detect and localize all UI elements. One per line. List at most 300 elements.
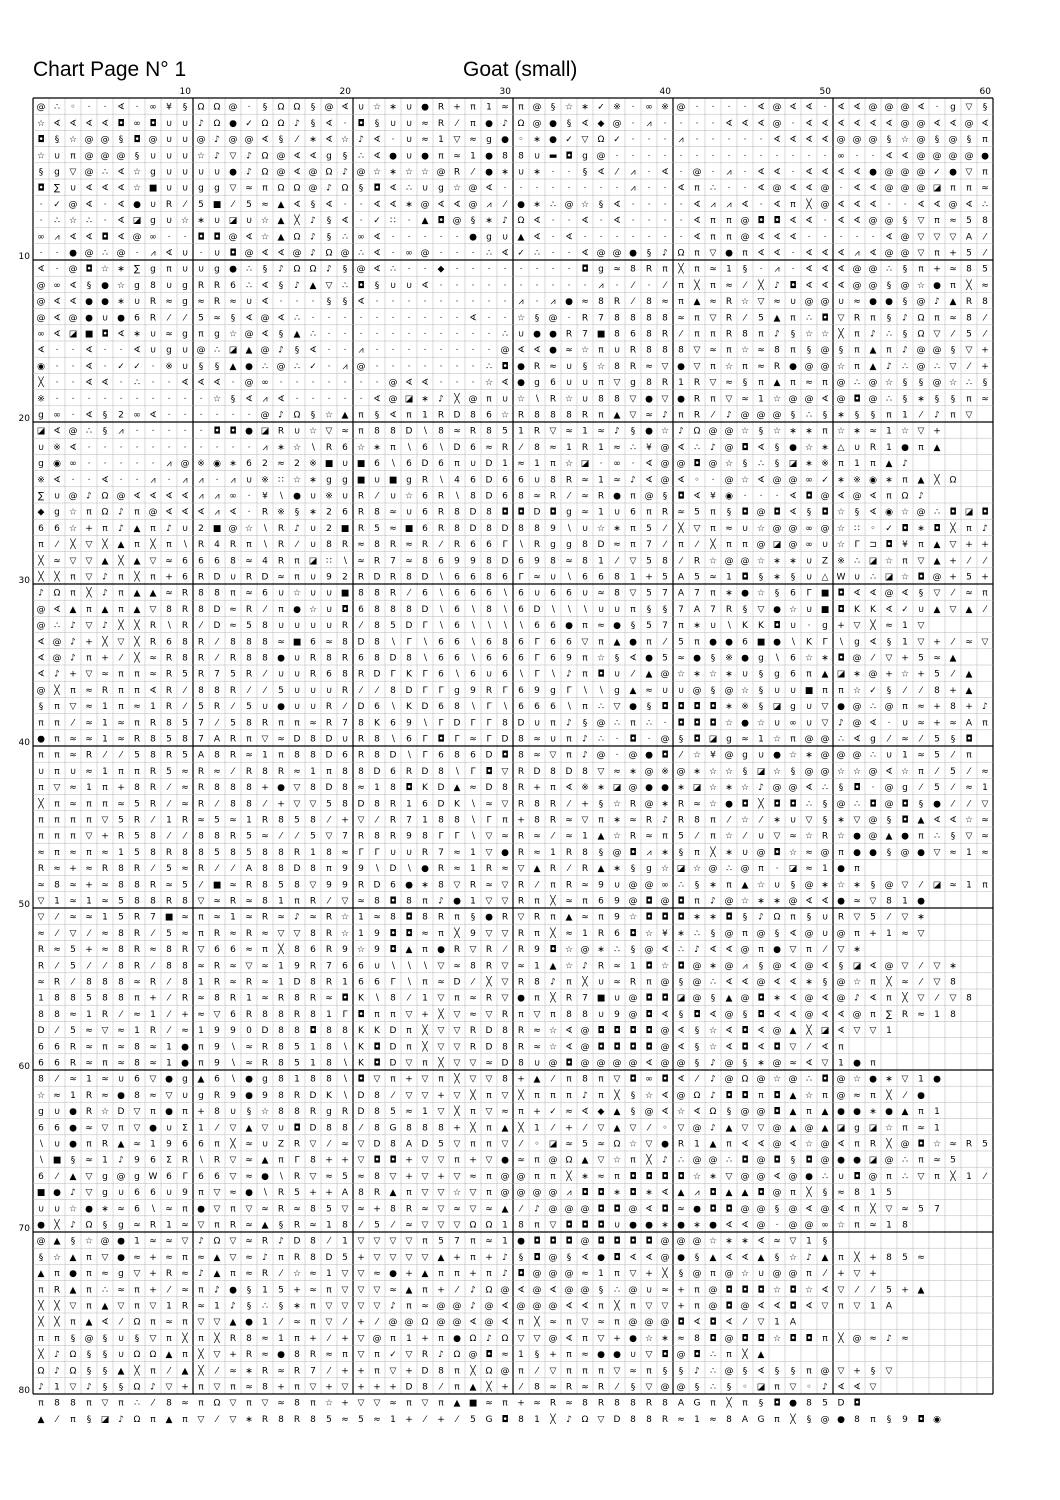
stitch-symbol: ⩘ bbox=[54, 232, 60, 243]
stitch-symbol: g bbox=[614, 685, 620, 696]
stitch-symbol: ∢ bbox=[693, 216, 701, 227]
stitch-symbol: ♪ bbox=[102, 621, 108, 632]
stitch-symbol: R bbox=[517, 1042, 525, 1053]
stitch-symbol: ▽ bbox=[757, 1123, 765, 1134]
stitch-symbol: π bbox=[54, 799, 60, 810]
stitch-symbol: @ bbox=[532, 1301, 542, 1312]
stitch-symbol: ⁄ bbox=[616, 1382, 618, 1393]
stitch-symbol: @ bbox=[356, 264, 366, 275]
stitch-symbol: ▲ bbox=[69, 604, 77, 615]
stitch-symbol: · bbox=[183, 410, 187, 421]
stitch-symbol: π bbox=[790, 734, 796, 745]
stitch-symbol: ⁄ bbox=[56, 540, 58, 551]
stitch-symbol: R bbox=[437, 864, 445, 875]
stitch-symbol: ≈ bbox=[293, 766, 301, 777]
stitch-symbol: ⁄ bbox=[696, 1074, 698, 1085]
stitch-symbol: 1 bbox=[134, 1026, 140, 1037]
stitch-symbol: · bbox=[487, 329, 491, 340]
stitch-symbol: R bbox=[229, 831, 237, 842]
stitch-symbol: R bbox=[661, 378, 669, 389]
stitch-symbol: R bbox=[421, 540, 429, 551]
stitch-symbol: ≈ bbox=[405, 540, 413, 551]
stitch-symbol: ♪ bbox=[982, 702, 988, 713]
stitch-symbol: ∴ bbox=[102, 248, 108, 259]
stitch-symbol: R bbox=[197, 280, 205, 291]
stitch-symbol: ≈ bbox=[613, 442, 621, 453]
stitch-symbol: @ bbox=[740, 556, 750, 567]
stitch-symbol: π bbox=[566, 1366, 572, 1377]
stitch-symbol: ∢ bbox=[485, 183, 493, 194]
stitch-symbol: 8 bbox=[582, 1009, 588, 1020]
stitch-symbol: · bbox=[55, 378, 59, 389]
stitch-symbol: 8 bbox=[614, 572, 620, 583]
stitch-symbol: 1 bbox=[54, 896, 60, 907]
stitch-symbol: ∪ bbox=[197, 167, 205, 178]
stitch-symbol: π bbox=[86, 1398, 92, 1409]
stitch-symbol: 1 bbox=[934, 1123, 940, 1134]
stitch-symbol: π bbox=[742, 361, 748, 372]
stitch-symbol: ∪ bbox=[757, 1269, 765, 1280]
stitch-symbol: ▽ bbox=[469, 1074, 477, 1085]
stitch-symbol: π bbox=[374, 1350, 380, 1361]
stitch-symbol: 8 bbox=[374, 1123, 380, 1134]
stitch-symbol: ∖ bbox=[374, 864, 380, 875]
stitch-symbol: ◘ bbox=[981, 507, 989, 518]
stitch-symbol: π bbox=[854, 361, 860, 372]
stitch-symbol: π bbox=[182, 1204, 188, 1215]
stitch-symbol: ∢ bbox=[853, 102, 861, 113]
stitch-symbol: ∗ bbox=[245, 1366, 253, 1377]
stitch-symbol: π bbox=[838, 847, 844, 858]
stitch-symbol: ▽ bbox=[437, 1155, 445, 1166]
stitch-symbol: g bbox=[902, 783, 908, 794]
stitch-symbol: @ bbox=[436, 1317, 446, 1328]
stitch-symbol: § bbox=[70, 1155, 76, 1166]
stitch-symbol: ∪ bbox=[533, 718, 541, 729]
stitch-symbol: ⩘ bbox=[150, 475, 156, 486]
stitch-symbol: ∢ bbox=[501, 1317, 509, 1328]
stitch-symbol: ■ bbox=[340, 523, 350, 534]
stitch-symbol: ♪ bbox=[118, 507, 124, 518]
stitch-symbol: + bbox=[533, 783, 541, 794]
stitch-symbol: 1 bbox=[102, 1155, 108, 1166]
stitch-symbol: @ bbox=[820, 766, 830, 777]
stitch-symbol: ☆ bbox=[372, 102, 382, 113]
stitch-symbol: · bbox=[103, 199, 107, 210]
stitch-symbol: 1 bbox=[582, 928, 588, 939]
stitch-symbol: ● bbox=[597, 1350, 605, 1361]
stitch-symbol: ● bbox=[453, 1333, 461, 1344]
stitch-symbol: g bbox=[102, 1188, 108, 1199]
stitch-symbol: ≈ bbox=[117, 1058, 125, 1069]
stitch-symbol: π bbox=[118, 1398, 124, 1409]
stitch-symbol: ⁄ bbox=[904, 685, 906, 696]
stitch-symbol: ◘ bbox=[501, 507, 509, 518]
stitch-symbol: π bbox=[294, 718, 300, 729]
stitch-symbol: · bbox=[695, 135, 699, 146]
stitch-symbol: Ω bbox=[133, 1414, 141, 1425]
stitch-symbol: D bbox=[293, 977, 301, 988]
stitch-symbol: Ω bbox=[453, 1350, 461, 1361]
stitch-symbol: D bbox=[373, 669, 381, 680]
stitch-symbol: ∢ bbox=[869, 118, 877, 129]
stitch-symbol: ♪ bbox=[310, 248, 316, 259]
stitch-symbol: ◘ bbox=[693, 1350, 701, 1361]
stitch-symbol: ╳ bbox=[54, 685, 60, 696]
stitch-symbol: ▽ bbox=[501, 1090, 509, 1101]
stitch-symbol: R bbox=[261, 1042, 269, 1053]
stitch-symbol: ∖ bbox=[278, 1171, 284, 1182]
stitch-symbol: ☆ bbox=[756, 523, 766, 534]
stitch-symbol: § bbox=[822, 977, 828, 988]
stitch-symbol: 8 bbox=[598, 394, 604, 405]
stitch-symbol: ≈ bbox=[37, 880, 45, 891]
stitch-symbol: π bbox=[710, 831, 716, 842]
stitch-symbol: ∢ bbox=[213, 378, 221, 389]
stitch-symbol: A bbox=[789, 1317, 797, 1328]
stitch-symbol: ╳ bbox=[902, 993, 908, 1004]
stitch-symbol: R bbox=[245, 604, 253, 615]
stitch-symbol: @ bbox=[820, 345, 830, 356]
stitch-symbol: π bbox=[550, 912, 556, 923]
stitch-symbol: ∢ bbox=[181, 378, 189, 389]
stitch-symbol: ≈ bbox=[565, 1139, 573, 1150]
stitch-symbol: ∴ bbox=[806, 313, 812, 324]
stitch-symbol: ≈ bbox=[901, 1204, 909, 1215]
stitch-symbol: § bbox=[870, 880, 876, 891]
stitch-symbol: ≈ bbox=[565, 831, 573, 842]
stitch-symbol: @ bbox=[548, 1058, 558, 1069]
stitch-symbol: ◘ bbox=[309, 1026, 317, 1037]
stitch-symbol: K bbox=[454, 799, 460, 810]
stitch-symbol: · bbox=[167, 378, 171, 389]
stitch-symbol: ≈ bbox=[181, 783, 189, 794]
stitch-symbol: @ bbox=[756, 1171, 766, 1182]
stitch-symbol: · bbox=[135, 475, 139, 486]
stitch-symbol: G bbox=[485, 1414, 493, 1425]
stitch-symbol: R bbox=[389, 540, 397, 551]
stitch-symbol: 8 bbox=[902, 1220, 908, 1231]
stitch-symbol: + bbox=[357, 1366, 365, 1377]
stitch-symbol: ☆ bbox=[836, 507, 846, 518]
stitch-symbol: ☆ bbox=[628, 912, 638, 923]
stitch-symbol: 8 bbox=[406, 604, 412, 615]
stitch-symbol: 1 bbox=[102, 766, 108, 777]
stitch-symbol: R bbox=[517, 977, 525, 988]
stitch-symbol: · bbox=[311, 394, 315, 405]
stitch-symbol: ≈ bbox=[725, 280, 733, 291]
stitch-symbol: ▲ bbox=[37, 1269, 45, 1280]
stitch-symbol: ▽ bbox=[309, 880, 317, 891]
stitch-symbol: ¥ bbox=[262, 491, 268, 502]
stitch-symbol: 8 bbox=[150, 280, 156, 291]
stitch-symbol: · bbox=[519, 183, 523, 194]
stitch-symbol: ╳ bbox=[550, 896, 556, 907]
stitch-symbol: 5 bbox=[326, 1414, 332, 1425]
stitch-symbol: π bbox=[406, 1398, 412, 1409]
stitch-symbol: R bbox=[133, 815, 141, 826]
stitch-symbol: ∢ bbox=[373, 151, 381, 162]
stitch-symbol: ☆ bbox=[708, 1236, 718, 1247]
stitch-symbol: ▽ bbox=[229, 1155, 237, 1166]
stitch-symbol: R bbox=[965, 1139, 973, 1150]
stitch-symbol: R bbox=[85, 750, 93, 761]
stitch-symbol: R bbox=[149, 637, 157, 648]
stitch-symbol: ☆ bbox=[676, 1107, 686, 1118]
stitch-symbol: ▽ bbox=[709, 313, 717, 324]
stitch-symbol: ∖ bbox=[550, 604, 556, 615]
stitch-symbol: ▽ bbox=[469, 945, 477, 956]
stitch-symbol: ▽ bbox=[117, 637, 125, 648]
stitch-symbol: 8 bbox=[502, 783, 508, 794]
stitch-symbol: ◆ bbox=[437, 264, 445, 275]
stitch-symbol: ∢ bbox=[693, 232, 701, 243]
stitch-symbol: 8 bbox=[662, 1398, 668, 1409]
stitch-symbol: ♪ bbox=[566, 718, 572, 729]
stitch-symbol: ≈ bbox=[565, 1107, 573, 1118]
stitch-symbol: ≈ bbox=[645, 410, 653, 421]
stitch-symbol: ▽ bbox=[69, 1301, 77, 1312]
stitch-symbol: ∗ bbox=[533, 135, 541, 146]
stitch-symbol: + bbox=[277, 799, 285, 810]
stitch-symbol: ≈ bbox=[917, 750, 925, 761]
stitch-symbol: π bbox=[710, 361, 716, 372]
stitch-symbol: R bbox=[629, 345, 637, 356]
stitch-symbol: ⁄ bbox=[760, 815, 762, 826]
stitch-symbol: 6 bbox=[342, 507, 348, 518]
stitch-symbol: @ bbox=[196, 135, 206, 146]
stitch-symbol: ≈ bbox=[421, 1301, 429, 1312]
stitch-symbol: @ bbox=[884, 799, 894, 810]
stitch-symbol: ▲ bbox=[821, 1252, 829, 1263]
stitch-symbol: R bbox=[549, 394, 557, 405]
stitch-symbol: R bbox=[581, 313, 589, 324]
stitch-symbol: 1 bbox=[534, 459, 540, 470]
stitch-symbol: ▲ bbox=[501, 1204, 509, 1215]
stitch-symbol: g bbox=[326, 1107, 332, 1118]
stitch-symbol: 8 bbox=[486, 604, 492, 615]
stitch-symbol: π bbox=[86, 604, 92, 615]
stitch-symbol: @ bbox=[836, 750, 846, 761]
stitch-symbol: 8 bbox=[374, 621, 380, 632]
stitch-symbol: 8 bbox=[294, 1398, 300, 1409]
stitch-symbol: 8 bbox=[134, 896, 140, 907]
stitch-symbol: ≈ bbox=[261, 977, 269, 988]
stitch-symbol: @ bbox=[36, 313, 46, 324]
stitch-symbol: § bbox=[102, 1333, 108, 1344]
stitch-symbol: @ bbox=[676, 1236, 686, 1247]
stitch-symbol: @ bbox=[884, 216, 894, 227]
stitch-symbol: ∗ bbox=[645, 1188, 653, 1199]
stitch-symbol: D bbox=[373, 766, 381, 777]
stitch-symbol: ∴ bbox=[342, 232, 348, 243]
stitch-symbol: ∢ bbox=[869, 491, 877, 502]
stitch-symbol: A bbox=[677, 572, 685, 583]
stitch-symbol: @ bbox=[948, 151, 958, 162]
stitch-symbol: ● bbox=[117, 1090, 125, 1101]
stitch-symbol: ⁄ bbox=[984, 248, 986, 259]
stitch-symbol: 8 bbox=[502, 1042, 508, 1053]
stitch-symbol: · bbox=[855, 232, 859, 243]
stitch-symbol: ∴ bbox=[246, 280, 252, 291]
stitch-symbol: 8 bbox=[214, 588, 220, 599]
stitch-symbol: ∢ bbox=[837, 248, 845, 259]
stitch-symbol: R bbox=[149, 621, 157, 632]
stitch-symbol: ◘ bbox=[485, 766, 493, 777]
stitch-symbol: 8 bbox=[230, 556, 236, 567]
stitch-symbol: ∢ bbox=[581, 1301, 589, 1312]
stitch-symbol: ≈ bbox=[325, 1171, 333, 1182]
stitch-symbol: ∢ bbox=[197, 378, 205, 389]
stitch-symbol: ∢ bbox=[757, 232, 765, 243]
stitch-symbol: ╳ bbox=[838, 1333, 844, 1344]
stitch-symbol: R bbox=[421, 475, 429, 486]
stitch-symbol: ▲ bbox=[133, 556, 141, 567]
stitch-symbol: 8 bbox=[150, 831, 156, 842]
stitch-symbol: ▽ bbox=[53, 783, 61, 794]
stitch-symbol: · bbox=[199, 248, 203, 259]
stitch-symbol: 8 bbox=[534, 977, 540, 988]
stitch-symbol: π bbox=[38, 540, 44, 551]
stitch-symbol: ∗ bbox=[821, 653, 829, 664]
stitch-symbol: + bbox=[277, 1382, 285, 1393]
stitch-symbol: ≈ bbox=[645, 685, 653, 696]
stitch-symbol: ◘ bbox=[901, 815, 909, 826]
stitch-symbol: ◉ bbox=[37, 361, 45, 372]
stitch-symbol: ∞ bbox=[837, 151, 845, 162]
stitch-symbol: ☆ bbox=[836, 361, 846, 372]
stitch-symbol: ∴ bbox=[694, 442, 700, 453]
stitch-symbol: π bbox=[134, 993, 140, 1004]
stitch-symbol: ☆ bbox=[564, 961, 574, 972]
stitch-symbol: π bbox=[294, 1333, 300, 1344]
stitch-symbol: g bbox=[774, 669, 780, 680]
stitch-symbol: R bbox=[549, 864, 557, 875]
stitch-symbol: ∗ bbox=[773, 572, 781, 583]
stitch-symbol: 9 bbox=[534, 945, 540, 956]
stitch-symbol: ≈ bbox=[949, 264, 957, 275]
stitch-symbol: R bbox=[517, 847, 525, 858]
stitch-symbol: ≈ bbox=[277, 734, 285, 745]
stitch-symbol: ■ bbox=[212, 199, 222, 210]
stitch-symbol: π bbox=[198, 1058, 204, 1069]
stitch-symbol: ◘ bbox=[405, 783, 413, 794]
stitch-symbol: ◘ bbox=[661, 912, 669, 923]
stitch-symbol: · bbox=[599, 232, 603, 243]
stitch-symbol: ☆ bbox=[196, 151, 206, 162]
stitch-symbol: π bbox=[438, 1398, 444, 1409]
stitch-symbol: ∪ bbox=[613, 880, 621, 891]
stitch-symbol: ☆ bbox=[708, 799, 718, 810]
stitch-symbol: ∢ bbox=[869, 637, 877, 648]
stitch-symbol: ∢ bbox=[373, 199, 381, 210]
stitch-symbol: 8 bbox=[934, 685, 940, 696]
stitch-symbol: ∢ bbox=[789, 961, 797, 972]
stitch-symbol: · bbox=[135, 248, 139, 259]
stitch-symbol: 8 bbox=[502, 718, 508, 729]
stitch-symbol: ∪ bbox=[597, 604, 605, 615]
stitch-symbol: @ bbox=[68, 491, 78, 502]
stitch-symbol: D bbox=[389, 653, 397, 664]
stitch-symbol: ♪ bbox=[38, 588, 44, 599]
stitch-symbol: ⁄ bbox=[616, 556, 618, 567]
stitch-symbol: ⁄ bbox=[904, 1090, 906, 1101]
stitch-symbol: π bbox=[518, 1009, 524, 1020]
stitch-symbol: g bbox=[854, 1123, 860, 1134]
stitch-symbol: ⁄ bbox=[120, 1009, 122, 1020]
stitch-symbol: + bbox=[437, 1090, 445, 1101]
stitch-symbol: ∪ bbox=[581, 394, 589, 405]
stitch-symbol: ∴ bbox=[886, 394, 892, 405]
stitch-symbol: 6 bbox=[230, 280, 236, 291]
stitch-symbol: Ω bbox=[197, 102, 205, 113]
stitch-symbol: ≈ bbox=[165, 297, 173, 308]
stitch-symbol: Ω bbox=[277, 118, 285, 129]
stitch-symbol: π bbox=[646, 637, 652, 648]
stitch-symbol: 8 bbox=[342, 799, 348, 810]
stitch-symbol: R bbox=[149, 1220, 157, 1231]
stitch-symbol: ▽ bbox=[213, 1188, 221, 1199]
stitch-symbol: ◘ bbox=[885, 540, 893, 551]
stitch-symbol: @ bbox=[916, 167, 926, 178]
stitch-symbol: 8 bbox=[198, 588, 204, 599]
stitch-symbol: ◘ bbox=[837, 588, 845, 599]
stitch-symbol: § bbox=[710, 653, 716, 664]
stitch-symbol: ∢ bbox=[853, 588, 861, 599]
stitch-symbol: ☆ bbox=[708, 1026, 718, 1037]
stitch-symbol: · bbox=[423, 264, 427, 275]
stitch-symbol: ≈ bbox=[261, 1350, 269, 1361]
stitch-symbol: ▲ bbox=[229, 361, 237, 372]
stitch-symbol: K bbox=[358, 1042, 364, 1053]
stitch-symbol: ◘ bbox=[741, 1026, 749, 1037]
stitch-symbol: ▲ bbox=[869, 361, 877, 372]
stitch-symbol: ∗ bbox=[917, 523, 925, 534]
stitch-symbol: ✓ bbox=[117, 361, 125, 372]
stitch-symbol: Ω bbox=[149, 1350, 157, 1361]
stitch-symbol: ≈ bbox=[453, 864, 461, 875]
stitch-symbol: @ bbox=[660, 1382, 670, 1393]
stitch-symbol: ● bbox=[101, 280, 109, 291]
stitch-symbol: ◘ bbox=[613, 1252, 621, 1263]
stitch-symbol: ∢ bbox=[85, 378, 93, 389]
stitch-symbol: 7 bbox=[582, 993, 588, 1004]
stitch-symbol: ≈ bbox=[421, 135, 429, 146]
stitch-symbol: ● bbox=[805, 1171, 813, 1182]
stitch-symbol: ≈ bbox=[117, 799, 125, 810]
stitch-symbol: ⁄ bbox=[744, 1317, 746, 1328]
stitch-symbol: 6 bbox=[38, 1123, 44, 1134]
stitch-symbol: @ bbox=[644, 766, 654, 777]
stitch-symbol: 1 bbox=[902, 637, 908, 648]
stitch-symbol: ▽ bbox=[453, 1220, 461, 1231]
stitch-symbol: ▽ bbox=[437, 1042, 445, 1053]
stitch-symbol: ∴ bbox=[134, 378, 140, 389]
stitch-symbol: ◘ bbox=[661, 1204, 669, 1215]
stitch-symbol: ◘ bbox=[677, 1171, 685, 1182]
stitch-symbol: π bbox=[422, 896, 428, 907]
stitch-symbol: · bbox=[791, 264, 795, 275]
stitch-symbol: K bbox=[374, 1026, 380, 1037]
stitch-symbol: · bbox=[823, 102, 827, 113]
stitch-symbol: ♪ bbox=[710, 896, 716, 907]
stitch-symbol: ▲ bbox=[725, 1188, 733, 1199]
stitch-symbol: ※ bbox=[165, 361, 173, 372]
stitch-symbol: + bbox=[325, 1382, 333, 1393]
stitch-symbol: ● bbox=[437, 945, 445, 956]
stitch-symbol: R bbox=[357, 507, 365, 518]
stitch-symbol: 5 bbox=[870, 912, 876, 923]
